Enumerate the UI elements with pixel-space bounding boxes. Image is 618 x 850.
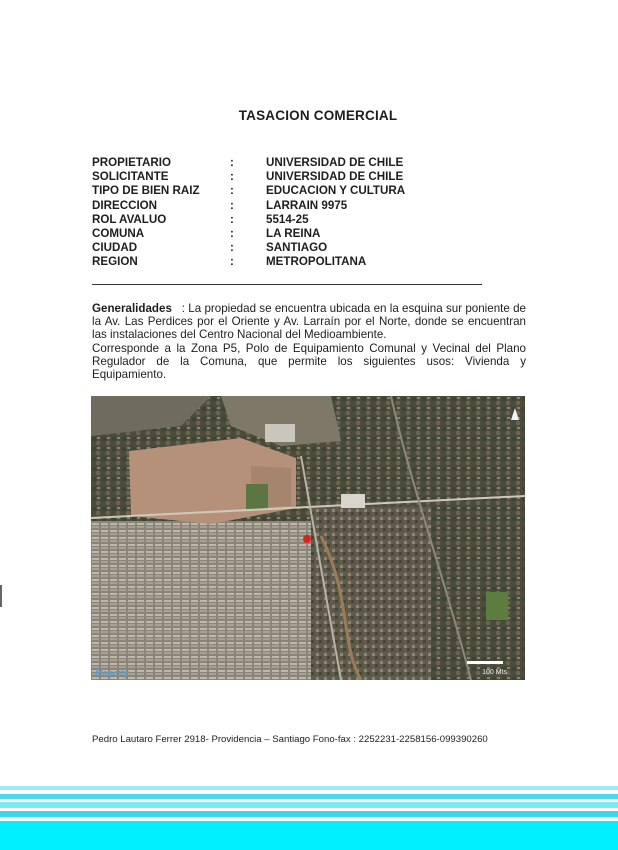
field-separator: : <box>230 198 234 212</box>
field-value: EDUCACION Y CULTURA <box>266 184 406 198</box>
field-label: COMUNA <box>92 226 145 240</box>
field-label: DIRECCION <box>92 198 158 212</box>
field-label: CIUDAD <box>92 241 138 255</box>
generalidades-text: : La propiedad se encuentra ubicada en la esquina sur poniente de la Av. Las Perdices por el Oriente y Av. Larraín por el Norte, donde se encuentran las instalaciones del Centro Nacional del Medioambiente. <box>92 302 527 342</box>
field-value: 5514-25 <box>266 212 309 226</box>
field-separator: : <box>230 226 234 240</box>
field-label: TIPO DE BIEN RAIZ <box>92 184 200 198</box>
field-value: UNIVERSIDAD DE CHILE <box>266 170 404 184</box>
stripe-2 <box>0 794 618 799</box>
field-separator: : <box>230 156 234 169</box>
field-label: ROL AVALUO <box>92 212 167 226</box>
field-separator: : <box>230 255 234 269</box>
scale-label: 100 Mts <box>482 669 507 676</box>
map-watermark: Mapcity <box>95 668 129 678</box>
document-title: TASACION COMERCIAL <box>238 108 398 123</box>
stripe-5 <box>0 821 618 850</box>
generalidades-paragraph <box>92 302 526 381</box>
field-label: SOLICITANTE <box>92 170 169 184</box>
field-separator: : <box>230 170 234 184</box>
generalidades-first <box>92 302 526 342</box>
stripe-4 <box>0 811 618 817</box>
field-separator: : <box>230 241 234 255</box>
field-value: LA REINA <box>266 226 321 240</box>
stripe-3 <box>0 802 618 808</box>
field-value: METROPOLITANA <box>266 255 367 269</box>
footer-contact: Pedro Lautaro Ferrer 2918- Providencia – Santiago Fono-fax : 2252231-2258156-099390260 <box>92 734 488 745</box>
stripe-1 <box>0 786 618 790</box>
aerial-photo <box>91 396 525 680</box>
field-separator: : <box>230 184 234 198</box>
bottom-stripes <box>0 776 618 850</box>
north-arrow-icon <box>511 408 519 420</box>
field-label: PROPIETARIO <box>92 156 172 169</box>
field-value: LARRAIN 9975 <box>266 198 348 212</box>
generalidades-label: Generalidades <box>92 302 172 315</box>
section-divider <box>92 284 482 285</box>
field-value: UNIVERSIDAD DE CHILE <box>266 156 404 169</box>
generalidades-zoning-text: Corresponde a la Zona P5, Polo de Equipamiento Comunal y Vecinal del Plano Regulador de la Comuna, que permite los siguientes usos: Vivienda y Equipamiento. <box>92 341 526 382</box>
field-value: SANTIAGO <box>266 241 328 255</box>
scan-mark <box>0 585 2 607</box>
field-separator: : <box>230 212 234 226</box>
field-label: REGION <box>92 255 138 269</box>
